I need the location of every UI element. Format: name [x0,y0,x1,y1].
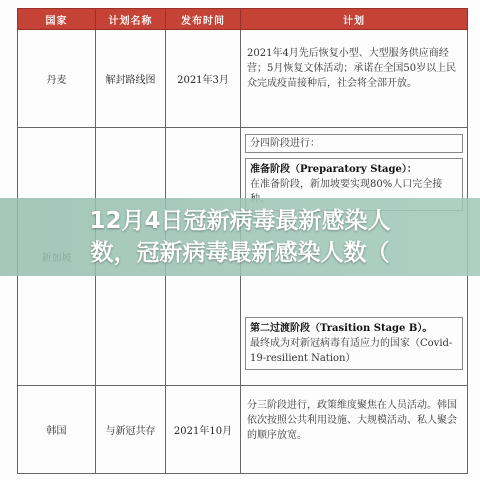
cell-date: 2021年10月 [166,386,241,474]
cell-country: 韩国 [18,386,96,474]
table-row [18,386,468,474]
stage-title: 第二过渡阶段（Trasition Stage B）。 [250,323,433,334]
overlay-title-line1: 12月4日冠新病毒最新感染人 [89,208,391,234]
cell-plan-name: 与新冠共存 [96,386,166,474]
stage-text: 最终成为对新冠病毒有适应力的国家（Covid-19-resilient Nation） [250,338,453,364]
stage-text: 在准备阶段，新加坡要实现80%人口完全接 [250,179,443,190]
cell-plan-name: 解封路线图 [96,30,166,128]
header-date: 发布时间 [166,9,241,30]
table-row [18,30,468,128]
overlay-title-line2: 数，冠新病毒最新感染人数（ [90,240,390,266]
overlay-title [0,205,480,269]
cell-country: 丹麦 [18,30,96,128]
header-country: 国家 [18,9,96,30]
table-header-row [18,9,468,30]
cell-plan [241,30,468,128]
cell-date: 2021年3月 [166,30,241,128]
header-plan: 计划 [241,9,468,30]
cell-plan [241,386,468,474]
plan-text: 2021年4月先后恢复小型、大型服务供应商经营；5月恢复文体活动；承诺在全国50岁以上民众完成疫苗接种后，社会将全部开放。 [247,48,457,89]
stage-box [245,317,463,370]
header-plan-name: 计划名称 [96,9,166,30]
plan-text: 分三阶段进行，政策维度聚焦在人员活动。韩国依次按照公共利用设施、大规模活动、私人聚会的顺序放宽。 [247,400,457,441]
stage-title: 准备阶段（Preparatory Stage）： [250,164,417,175]
plan-intro: 分四阶段进行： [245,134,463,153]
